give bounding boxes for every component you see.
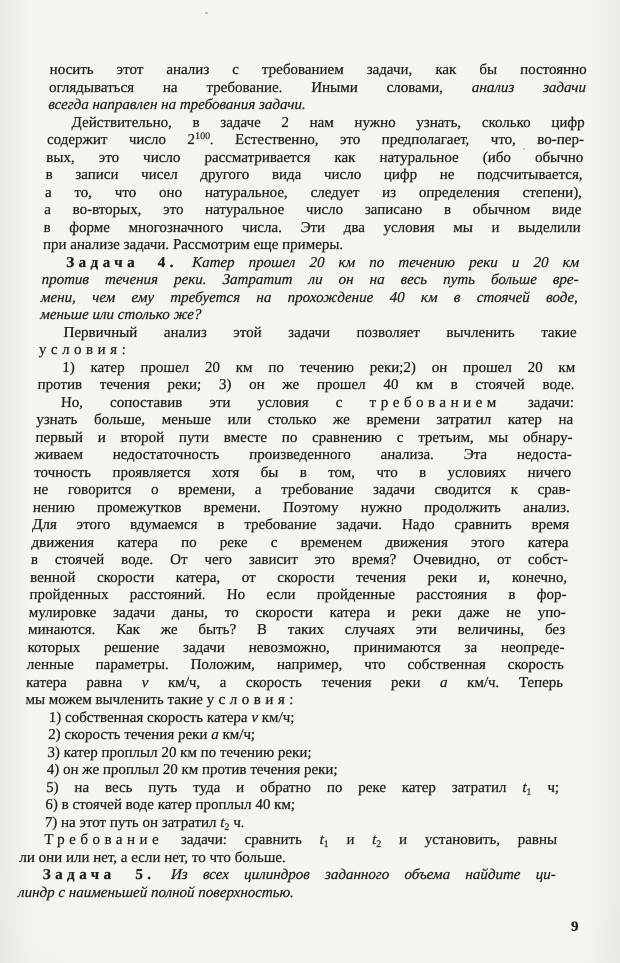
text-run: и установить, равны — [381, 832, 558, 848]
text-run: первый и второй пути вместе по сравнению с третьим, мы обнару- — [35, 429, 573, 446]
text-run: в форме многозначного числа. Эти два условия мы и выделили — [43, 219, 581, 236]
text-run: пройденных расстояний. Но если пройденные расстояния в фор- — [29, 587, 567, 603]
text-line — [35, 447, 573, 465]
text-line — [42, 255, 580, 273]
text-run: . Естественно, это предполагает, что, во-пер- — [209, 132, 585, 148]
text-run: оглядываться на требование. Иными словами, — [48, 79, 473, 96]
text-line — [33, 500, 571, 518]
text-run: в стоячей воде. От чего зависит это время? Очевидно, от собст- — [30, 552, 569, 568]
text-run: t — [371, 832, 377, 848]
text-run: а то, что оно натуральное, следует из определения степени), — [44, 184, 583, 201]
text-run: ли они или нет, а если нет, то что больше. — [19, 849, 287, 866]
text-run: км/ч. Теперь — [447, 674, 564, 691]
text-run: содержит число 2 — [46, 132, 196, 148]
text-line — [19, 850, 557, 868]
text-line — [33, 482, 571, 500]
text-run: 3) катер проплыл 20 км по течению реки; — [47, 744, 312, 761]
text-run: Первичный анализ этой задачи позволяет вычленить такие — [63, 324, 577, 341]
text-line — [41, 290, 579, 308]
text-run: 1 — [526, 786, 532, 798]
text-run: движения катера по реке с временем движения этого катера — [31, 534, 569, 551]
text-run: мени, чем ему требуется на прохождение 40 км в стоячей воде, — [40, 289, 579, 306]
text-line — [24, 710, 562, 728]
text-run: мы можем вычленить такие — [25, 692, 207, 708]
text-run: : — [121, 342, 127, 358]
text-run: узнать больше, меньше или столько же времени затратил катер на — [35, 412, 574, 428]
text-line — [28, 622, 566, 640]
text-line — [43, 220, 581, 238]
text-line — [40, 307, 578, 325]
text-line — [45, 185, 583, 203]
text-run: линдр с наименьшей полной поверхностью. — [17, 884, 295, 901]
text-line — [18, 885, 556, 903]
text-run: против течения реки. Затратит ли он на весь путь больше вре- — [41, 272, 579, 288]
text-run: венной скорости катера, от скорости течения реки и, конечно, — [29, 569, 568, 586]
text-run: минаются. Как же быть? В таких случаях эти величины, без — [27, 622, 566, 638]
text-run: 2 — [375, 839, 382, 850]
text-run: вых, это число рассматривается как натуральное (ибо обычно — [46, 149, 584, 166]
text-run: всегда направлен на требования задачи. — [48, 97, 307, 113]
text-run: при анализе задачи. Рассмотрим еще примеры. — [42, 237, 344, 253]
text-line — [38, 360, 576, 378]
text-line — [46, 150, 584, 168]
page-number: 9 — [571, 919, 579, 935]
text-run: 1) собственная скорость катера — [48, 709, 252, 726]
text-run: t — [220, 814, 225, 831]
text-line — [24, 727, 562, 745]
text-line — [26, 657, 564, 675]
text-run: 6) в стоячей воде катер проплыл 40 км; — [45, 797, 296, 813]
text-line — [31, 552, 569, 570]
text-run: точность проявляется хотя бы в том, что в условиях ничего — [33, 464, 572, 481]
text-run: v — [141, 674, 149, 691]
text-run: не говорится о времени, а требование задачи сводится к срав- — [33, 482, 571, 498]
text-run: условия — [38, 342, 122, 358]
text-run: км/ч; — [218, 727, 256, 743]
text-run: мулировке задачи даны, то скорости катера и реки даже не упо- — [28, 604, 567, 621]
text-run: в записи чисел другого вида число цифр не подсчитывается, — [45, 167, 583, 183]
text-run: км/ч; — [257, 709, 295, 726]
text-run: условия — [206, 692, 290, 708]
text-run: Действительно, в задаче 2 нам нужно узнать, сколько цифр — [71, 114, 585, 131]
text-block — [18, 62, 587, 902]
text-run: Но, сопоставив эти условия с — [60, 394, 370, 411]
text-run: a — [439, 674, 448, 691]
text-run — [178, 255, 193, 271]
text-run: ч; — [531, 779, 560, 796]
text-line — [26, 675, 564, 693]
text-run: носить этот анализ с требованием задачи, как бы постоянно — [49, 62, 588, 78]
text-run: 1 — [323, 839, 329, 850]
text-run: 4) он же проплыл 20 км против течения реки; — [46, 762, 338, 778]
text-line — [27, 640, 565, 658]
text-run: требованием — [369, 394, 502, 411]
scan-speck — [205, 12, 208, 14]
text-line — [22, 762, 560, 780]
text-run: Катер прошел 20 км по течению реки и 20 км — [191, 254, 580, 271]
text-run: км/ч, а скорость течения реки — [148, 674, 441, 691]
text-line — [39, 342, 577, 360]
text-run: Задача 4. — [65, 254, 179, 271]
text-run: задачи: — [500, 394, 575, 411]
text-run: ленные параметры. Положим, например, что собственная скорость — [26, 657, 565, 673]
text-run: 1) катер прошел 20 км по течению реки;2) он прошел 20 км — [61, 359, 576, 376]
text-run: нению промежутков времени. Поэтому нужно продолжить анализ. — [32, 499, 571, 516]
text-line — [44, 202, 582, 220]
text-line — [20, 815, 558, 833]
text-line — [35, 430, 573, 448]
text-run — [155, 867, 171, 883]
text-line — [45, 167, 583, 185]
text-line — [25, 692, 563, 710]
text-line — [23, 745, 561, 763]
text-run: Требование — [43, 832, 164, 848]
text-line — [34, 465, 572, 483]
text-line — [47, 115, 585, 133]
text-run: v — [251, 709, 259, 726]
text-line — [43, 237, 581, 255]
text-run: 2) скорость течения реки — [47, 727, 212, 743]
text-line — [28, 605, 566, 623]
text-run: 100 — [194, 131, 211, 142]
text-run: Задача 5. — [42, 867, 156, 883]
text-line — [37, 395, 575, 413]
text-run: 5) на весь путь туда и обратно по реке катер затратил — [45, 779, 523, 796]
text-run: живаем недостаточность произведенного анализа. Эта недоста- — [34, 447, 573, 463]
text-run: анализ задачи — [471, 79, 587, 96]
text-run: 7) на этот путь он затратил — [44, 814, 221, 831]
text-line — [36, 412, 574, 430]
text-run: 2 — [224, 821, 230, 833]
text-run: ч. — [229, 814, 245, 831]
text-line — [20, 832, 558, 850]
text-run: : — [289, 692, 294, 708]
text-run: против течения реки; 3) он же прошел 40 км в стоячей воде. — [37, 377, 575, 393]
text-line — [41, 272, 579, 290]
text-run: a — [210, 727, 220, 743]
text-line — [18, 867, 556, 885]
text-line — [37, 377, 575, 395]
text-line — [32, 517, 570, 535]
text-line — [49, 62, 587, 80]
text-run: t — [522, 779, 527, 796]
text-line — [22, 780, 560, 798]
text-run: меньше или столько же? — [39, 307, 202, 323]
text-line — [29, 587, 567, 605]
text-line — [47, 132, 585, 150]
text-run: катера равна — [25, 674, 143, 691]
text-line — [39, 325, 577, 343]
text-line — [21, 797, 559, 815]
text-line — [48, 97, 586, 115]
text-line — [30, 570, 568, 588]
text-run: которых решение задачи невозможно, принимаются за неопреде- — [27, 639, 565, 656]
text-run: Из всех цилиндров заданного объема найдите ци- — [170, 867, 557, 883]
text-run: а во-вторых, это натуральное число записано в обычном виде — [44, 202, 582, 218]
text-run: и — [328, 832, 373, 848]
text-line — [31, 535, 569, 553]
text-run: Для этого вдумаемся в требование задачи. Надо сравнить время — [31, 517, 570, 533]
text-line — [49, 80, 587, 98]
text-run: t — [319, 832, 325, 848]
text-run: задачи: сравнить — [162, 832, 320, 848]
